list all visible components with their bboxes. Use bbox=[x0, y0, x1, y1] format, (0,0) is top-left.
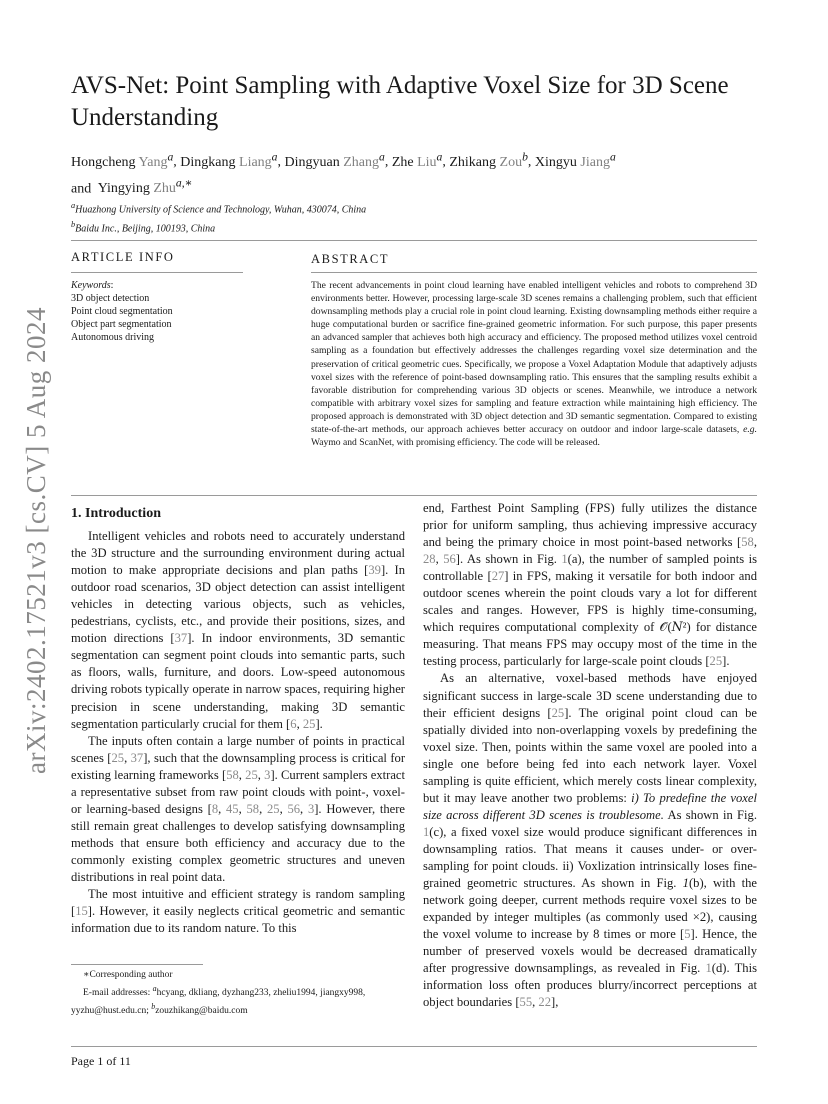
keyword: 3D object detection bbox=[71, 293, 150, 304]
section-heading-introduction: 1. Introduction bbox=[71, 506, 161, 521]
citation-link[interactable]: 27 bbox=[491, 569, 505, 584]
citation-link[interactable]: 15 bbox=[75, 904, 88, 919]
author-list: Hongcheng Yang$^a$, Dingkang Liang$^a$, Dingyuan Zhang$^a$, Zhe Liu$^a$, Zhikang Zou$^b$, Xingyu Jiang$^a$ and Yingying Zhu$^{a,∗}$ bbox=[71, 150, 616, 197]
arxiv-id: arXiv:2402.17521v3 [cs.CV] 5 Aug 2024 bbox=[20, 306, 51, 774]
divider-footer bbox=[71, 1046, 757, 1047]
author[interactable]: Xingyu Jiang$^a$ bbox=[534, 150, 616, 170]
citation-link[interactable]: 3 bbox=[264, 767, 271, 782]
citation-link[interactable]: 8 bbox=[211, 801, 219, 816]
citation-link[interactable]: 25 bbox=[245, 767, 258, 782]
article-info-heading: ARTICLE INFO bbox=[71, 250, 175, 264]
divider-abstract bbox=[311, 272, 757, 273]
left-column bbox=[71, 505, 405, 937]
author[interactable]: Yingying Zhu$^{a,∗}$ bbox=[97, 176, 193, 197]
citation-link[interactable]: 22 bbox=[538, 995, 552, 1010]
citation-link[interactable]: 56 bbox=[287, 801, 301, 816]
paper-title: AVS-Net: Point Sampling with Adaptive Voxel Size for 3D Scene Understanding bbox=[71, 72, 729, 131]
keyword: Autonomous driving bbox=[71, 332, 155, 343]
citation-link[interactable]: 1 bbox=[423, 824, 430, 839]
abstract-text: The recent advancements in point cloud learning have enabled intelligent vehicles and robots to comprehend 3D environments better. However, processing large-scale 3D scenes remains a challenging problem, such that efficient downsampling methods play a crucial role in point cloud learning. Existing downsampling methods either require a huge computational burden or sacrifice fine-grained geometric information. For such purpose, this paper presents an advanced sampler that achieves both high accuracy and efficiency. The proposed method utilizes voxel centroid sampling as a foundation but effectively addresses the challenges regarding voxel size determination and the preservation of critical geometric cues. Specifically, we propose a Voxel Adaptation Module that adaptively adjusts voxel sizes with the reference of point-based downsampling ratio. This ensures that the sampling results exhibit a favorable distribution for comprehending various 3D objects or scenes. Meanwhile, we introduce a network compatible with arbitrary voxel sizes for sampling and feature extraction while maintaining high efficiency. The proposed approach is demonstrated with 3D object detection and 3D semantic segmentation. Compared to existing state-of-the-art methods, our approach achieves better accuracy on outdoor and indoor large-scale datasets, e.g. Waymo and ScanNet, with promising efficiency. The code will be released. bbox=[311, 280, 757, 449]
citation-link[interactable]: 58 bbox=[741, 535, 754, 550]
right-column bbox=[423, 500, 757, 1011]
divider-body bbox=[71, 495, 757, 496]
footnote-rule bbox=[71, 964, 203, 965]
citation-link[interactable]: 1 bbox=[561, 552, 568, 567]
paragraph: The most intuitive and efficient strategy is random sampling [15]. However, it easily neglects critical geometric and semantic information due to its random nature. To this bbox=[71, 887, 405, 936]
keyword: Point cloud segmentation bbox=[71, 306, 173, 317]
paragraph: As an alternative, voxel-based methods have enjoyed significant success in large-scale 3D scene understanding due to their efficient designs [25]. The original point cloud can be spatially divided into non-overlapping voxels by predefining the voxel size. Then, points within the same voxel are pooled into a single one before being fed into each network layer. Voxel sampling is quite efficient, which merely costs linear complexity, but it may leave another two problems: i) To predefine the voxel size across different 3D scenes is troublesome. As shown in Fig. 1(c), a fixed voxel size would produce significant differences in downsampling ratios. That means it causes under- or over-sampling for point clouds. ii) Voxlization intrinsically loses fine-grained geometric structures. As shown in Fig. 1(b), with the network going deeper, current methods require voxel sizes to be expanded by integer multiples (as commonly used ×2), causing the voxel volume to increase by 8 times or more [5]. Hence, the number of preserved voxels would be decreased dramatically after progressive downsamplings, as revealed in Fig. 1(d). This information loss often produces blurry/incorrect perceptions at object boundaries [55, 22], bbox=[423, 671, 758, 1010]
citation-link[interactable]: 56 bbox=[443, 552, 456, 567]
citation-link[interactable]: 6 bbox=[290, 716, 297, 731]
paragraph: end, Farthest Point Sampling (FPS) fully utilizes the distance prior for uniform sampling, thus achieving impressive accuracy and being the primary choice in most point-based networks [58, 28, 56]. As shown in Fig. 1(a), the number of sampled points is controllable [27] in FPS, making it versatile for both indoor and outdoor scenes wherein the point clouds vary a lot for different scales and ranges. However, FPS is highly time-consuming, which requires computational complexity of 𝒪(𝑁²) for distance measuring. That means FPS may occupy most of the time in the testing process, particularly for large-scale point clouds [25]. bbox=[423, 501, 757, 669]
citation-link[interactable]: 37 bbox=[130, 750, 144, 765]
arxiv-sidebar-stamp bbox=[10, 290, 62, 790]
paragraph: Intelligent vehicles and robots need to accurately understand the 3D structure and the surrounding environment during actual motion to make appropriate decisions and plan paths [39]. In outdoor road scenarios, 3D object detection can assist intelligent vehicles in detecting various objects, such as vehicles, pedestrians, cyclists, etc., and provide their positions, sizes, and motion directions [37]. In indoor environments, 3D semantic segmentation can segment point clouds into semantic parts, such as floors, walls, furniture, and doors. Low-speed autonomous driving robots typically operate in narrow spaces, requiring higher precision in scene understanding, making 3D semantic segmentation particularly crucial for them [6, 25]. bbox=[71, 529, 406, 731]
author[interactable]: Zhikang Zou$^b$ bbox=[449, 150, 528, 170]
corresponding-author-note: ∗Corresponding author bbox=[83, 970, 173, 980]
keyword: Object part segmentation bbox=[71, 319, 172, 330]
divider-top bbox=[71, 240, 757, 241]
author[interactable]: Dingyuan Zhang$^a$ bbox=[284, 150, 385, 170]
footnote bbox=[71, 969, 405, 1018]
citation-link[interactable]: 37 bbox=[174, 631, 188, 646]
citation-link[interactable]: 45 bbox=[226, 801, 239, 816]
citation-link[interactable]: 58 bbox=[246, 801, 260, 816]
author-and: and bbox=[71, 181, 92, 197]
author[interactable]: Dingkang Liang$^a$ bbox=[180, 150, 278, 170]
citation-link[interactable]: 25 bbox=[266, 801, 280, 816]
affiliation-a: $^a$Huazhong University of Science and Technology, Wuhan, 430074, China bbox=[71, 201, 367, 216]
email-note: E-mail addresses: $^a$hcyang, dkliang, dyzhang233, zheliu1994, jiangxy998, yyzhu@hust.edu.cn; $^b$zouzhikang@baidu.com bbox=[71, 984, 366, 1017]
citation-link[interactable]: 5 bbox=[684, 927, 691, 942]
keywords-block: Keywords: 3D object detection Point cloud segmentation Object part segmentation Autonomous driving bbox=[71, 279, 251, 344]
author[interactable]: Hongcheng Yang$^a$ bbox=[71, 150, 174, 170]
citation-link[interactable]: 25 bbox=[551, 705, 565, 720]
divider-article-info bbox=[71, 272, 243, 273]
citation-link[interactable]: 28 bbox=[423, 552, 436, 567]
keywords-label: Keywords bbox=[71, 280, 111, 291]
citation-link[interactable]: 3 bbox=[307, 801, 315, 816]
abstract-heading: ABSTRACT bbox=[311, 252, 390, 266]
citation-link[interactable]: 58 bbox=[226, 767, 239, 782]
affiliation-b: $^b$Baidu Inc., Beijing, 100193, China bbox=[71, 220, 216, 235]
citation-link[interactable]: 25 bbox=[709, 654, 723, 669]
citation-link[interactable]: 55 bbox=[519, 995, 533, 1010]
math-complexity: 𝒪(𝑁²) bbox=[659, 620, 691, 635]
page-number: Page 1 of 11 bbox=[71, 1054, 131, 1068]
author[interactable]: Zhe Liu$^a$ bbox=[391, 150, 443, 170]
citation-link[interactable]: 39 bbox=[368, 563, 381, 578]
citation-link[interactable]: 25 bbox=[111, 750, 125, 765]
paragraph: The inputs often contain a large number of points in practical scenes [25, 37], such that the downsampling process is critical for existing learning frameworks [58, 25, 3]. Current samplers extract a representative subset from raw point clouds with point-, voxel- or learning-based designs [8, 45, 58, 25, 56, 3]. However, there still remain great challenges to develop satisfying downsampling methods that ensure both efficiency and accuracy due to the commonly existing complex geometric structures and uneven distributions in real point data. bbox=[71, 733, 406, 884]
affiliations bbox=[71, 198, 771, 237]
citation-link[interactable]: 1 bbox=[705, 961, 712, 976]
citation-link[interactable]: 25 bbox=[302, 716, 316, 731]
